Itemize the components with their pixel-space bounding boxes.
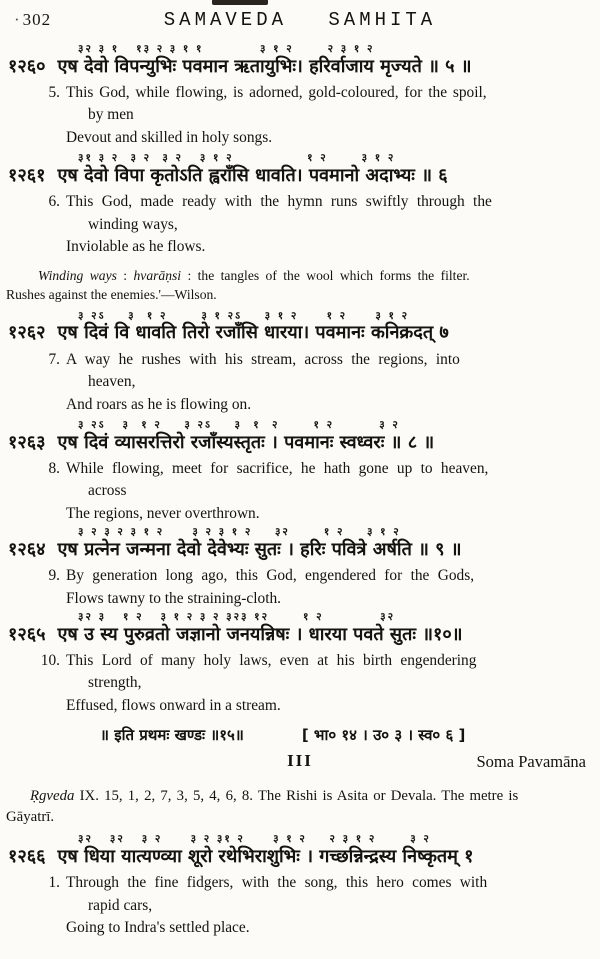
translation-1 [0, 872, 600, 939]
mantra-devanagari: एष प्रत्नेन जन्मना देवो देवेभ्यः सुतः । हरिः पवित्रे अर्षति ॥ ९ ॥ [57, 538, 462, 560]
mantra-text [8, 431, 600, 455]
page-number: · 302 [14, 10, 51, 30]
svara-marks: ३ २ ३ २ ३ १ २ ३ २ ३ १ २ ३२ १ २ ३ १ २ [78, 526, 401, 539]
svara-marks: ३ २ऽ ३ १ २ ३ १ २ऽ ३ १ २ १ २ ३ १ २ [78, 309, 410, 322]
translation-5 [0, 82, 600, 149]
translation-line: While flowing, meet for sacrifice, he hath gone up to heaven, [66, 459, 489, 477]
translation-number: 7. [48, 350, 60, 368]
mantra-text [8, 321, 600, 345]
translation-line: This Lord of many holy laws, even at his birth engendering [66, 651, 477, 669]
footnote-text: Rushes against the enemies.'—Wilson. [6, 287, 217, 303]
translation-7 [0, 349, 600, 416]
translation-line: strength, [88, 674, 142, 692]
svara-marks: ३१ ३ २ ३ २ ३ २ ३ १ २ १ २ ३ १ २ [78, 152, 396, 165]
khanda-reference: [ भा० १४ । उ० ३ । स्व० ६ ] [301, 726, 466, 745]
translation-line: Inviolable as he flows. [66, 238, 206, 256]
translation-line: And roars as he is flowing on. [66, 395, 252, 413]
translation-number: 8. [48, 459, 60, 477]
translation-number: 9. [48, 567, 60, 585]
rigveda-note-text: IX. 15, 1, 2, 7, 3, 5, 4, 6, 8. The Rishi is Asita or Devala. The metre is [74, 788, 519, 805]
translation-line: across [88, 482, 127, 500]
verse-number: १२६२ [8, 322, 46, 344]
translation-line: heaven, [88, 373, 136, 391]
translation-line: Devout and skilled in holy songs. [66, 128, 273, 146]
translation-line: This God, made ready with the hymn runs swiftly through the [66, 193, 492, 211]
translation-8 [0, 458, 600, 525]
svara-marks: ३ २ऽ ३ १ २ ३ २ऽ ३ १ २ १ २ ३ २ [78, 419, 400, 432]
translation-line: The regions, never overthrown. [66, 504, 260, 522]
verse-number: १२६० [8, 55, 46, 77]
translation-line: Effused, flows onward in a stream. [66, 696, 281, 714]
mantra-devanagari: एष देवो विपा कृतोऽति ह्वराँसि धावति। पवमानो अदाभ्यः ॥ ६ [57, 164, 448, 186]
verse-number: १२६५ [8, 623, 46, 645]
mantra-text [8, 538, 600, 562]
scan-artifact [212, 0, 268, 5]
khanda-end-text: ॥ इति प्रथमः खण्डः ॥१५॥ [100, 726, 244, 745]
mantra-text [8, 845, 600, 869]
translation-number: 1. [48, 874, 60, 892]
svara-marks: ३२ ३२ ३ २ ३ २ ३१ २ ३ १ २ २ ३ १ २ ३ २ [78, 833, 431, 846]
translation-line: rapid cars, [88, 896, 153, 914]
verse-number: १२६४ [8, 538, 46, 560]
section-name: Soma Pavamāna [476, 752, 586, 772]
mantra-text [8, 164, 600, 188]
translation-line: A way he rushes with his stream, across the regions, into [66, 350, 460, 368]
translation-line: This God, while flowing, is adorned, gold-coloured, for the spoil, [66, 83, 487, 101]
translation-line: winding ways, [88, 215, 178, 233]
translation-line: By generation long ago, this God, engendered for the Gods, [66, 567, 475, 585]
translation-line: Going to Indra's settled place. [66, 919, 250, 937]
khanda-colophon [0, 725, 600, 745]
footnote-term: hvarāṇsi [133, 267, 182, 283]
translation-line: Through the fine fidgers, with the song, this hero comes with [66, 874, 488, 892]
page-header [0, 6, 600, 36]
footnote-wilson: Winding ways : hvarāṇsi : the tangles of the wool which forms the filter. Rushes against the enemies.'—Wilson. [0, 266, 600, 305]
mantra-devanagari: एष उ स्य पुरुव्रतो जज्ञानो जनयन्निषः । धारया पवते सुतः ॥१०॥ [57, 623, 463, 645]
svara-marks: ३२ ३ १ २ ३ १ २ ३ २ ३२३ १२ १ २ ३२ [78, 611, 396, 624]
mantra-text [8, 55, 600, 79]
verse-1265 [8, 612, 600, 647]
translation-number: 6. [48, 193, 60, 211]
verse-1260 [8, 44, 600, 79]
footnote-text: : the tangles of the wool which forms the filter. [181, 267, 470, 283]
translation-number: 10. [40, 651, 60, 669]
mantra-text [8, 623, 600, 647]
verse-1264 [8, 527, 600, 562]
verse-number: १२६१ [8, 164, 46, 186]
mantra-devanagari: एष दिवं व्यासरत्तिरो रजाँस्यस्तृतः । पवमानः स्वध्वरः ॥ ८ ॥ [57, 431, 435, 453]
mantra-devanagari: एष धिया यात्यण्व्या शूरो रथेभिराशुभिः । गच्छन्निन्द्रस्य निष्कृतम् १ [57, 845, 474, 867]
verse-1266 [8, 834, 600, 869]
verse-1262 [8, 311, 600, 346]
section-heading [0, 751, 600, 777]
section-numeral: III [287, 751, 313, 771]
rigveda-title: Ṛgveda [30, 788, 75, 805]
verse-number: १२६६ [8, 845, 46, 867]
translation-line: Flows tawny to the straining-cloth. [66, 589, 282, 607]
verse-1263 [8, 420, 600, 455]
footnote-lead: Winding ways [38, 267, 117, 283]
translation-6 [0, 191, 600, 258]
verse-1261 [8, 153, 600, 188]
svara-marks: ३२ ३ १ १३ २ ३ १ १ ३ १ २ २ ३ १ २ [78, 43, 375, 55]
translation-9 [0, 565, 600, 610]
translation-line: by men [88, 106, 134, 124]
mantra-devanagari: एष दिवं वि धावति तिरो रजाँसि धारया। पवमानः कनिक्रदत् ७ [57, 322, 449, 344]
mantra-devanagari: एष देवो विपन्युभिः पवमान ऋतायुभिः। हरिर्वाजाय मृज्यते ॥ ५ ॥ [57, 55, 472, 77]
translation-10 [0, 650, 600, 717]
translation-number: 5. [48, 83, 60, 101]
verse-number: १२६३ [8, 431, 46, 453]
book-title: SAMAVEDA SAMHITA [163, 9, 437, 31]
rigveda-note-text: Gāyatrī. [6, 809, 55, 826]
rigveda-note [0, 786, 600, 828]
